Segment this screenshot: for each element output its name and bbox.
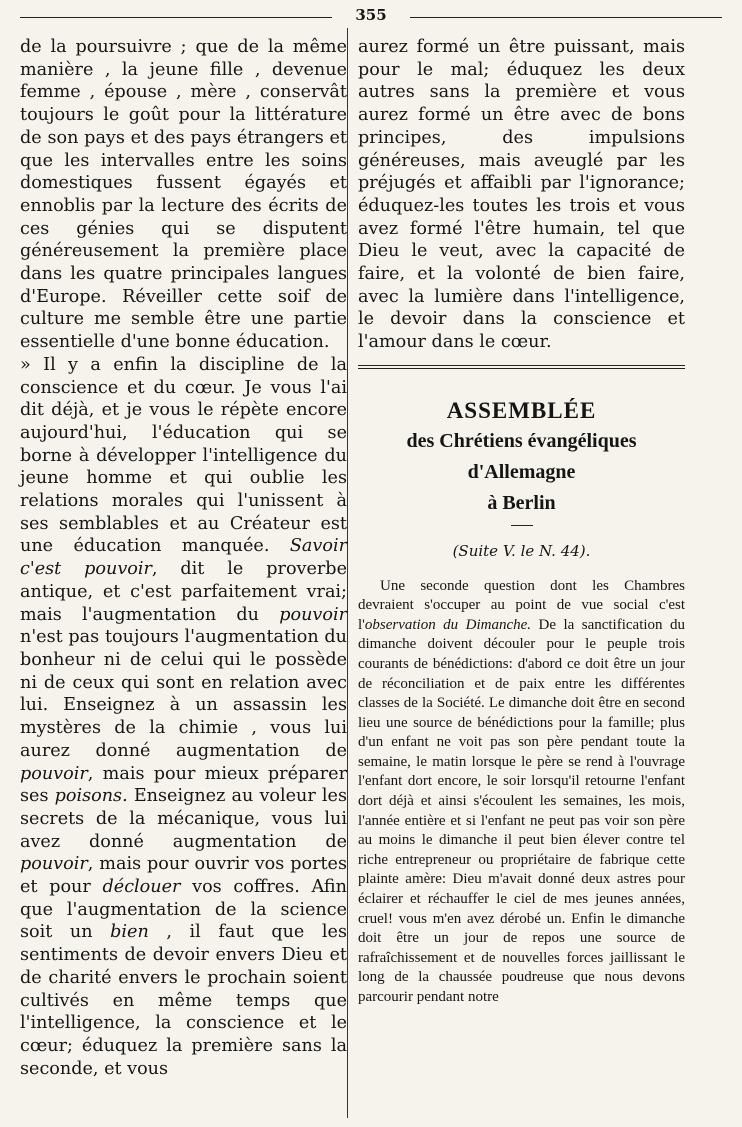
page-header <box>20 4 722 26</box>
section-rule-secondary <box>358 368 685 369</box>
article-body <box>358 577 685 1008</box>
text-run: , il faut que les sentiments de devoir envers Dieu et de charité envers le prochain soient cultivés en même temps que l'intelligence, la conscience et le cœur; éduquez la première sans la seconde, et vous <box>20 922 347 1079</box>
left-paragraph-2 <box>20 354 347 1081</box>
text-run: n'est pas toujours l'augmentation du bonheur ni de celui qui le possède ni de ceux qui sont en relation avec lui. Enseignez à un assassin les mystères de la chimie , vous lui aurez donné augmentation de <box>20 627 347 761</box>
italic-run: pouvoir <box>279 604 347 625</box>
text-run: Une seconde question dont les Chambres devraient s'occuper au point de vue social c'est l' <box>358 577 685 633</box>
text-run: , mais pour ouvrir vos portes et pour <box>20 854 347 898</box>
article-title: ASSEMBLÉE <box>446 397 597 423</box>
left-column <box>20 36 347 1080</box>
text-run: vos coffres. Afin que l'augmentation de la science soit un <box>20 877 347 943</box>
italic-run: pouvoir <box>20 854 88 875</box>
italic-run: déclouer <box>102 877 181 898</box>
section-rule <box>358 365 685 366</box>
column-divider <box>347 28 348 1118</box>
text-run: Enseignez au voleur les secrets de la mécanique, vous lui avez donné augmentation de <box>20 786 347 852</box>
italic-run: observation du Dimanche. <box>364 616 532 633</box>
text-run: » Il y a enfin la discipline de la conscience et du cœur. Je vous l'ai dit déjà, et je vous le répète encore aujourd'hui, l'éducation qui se borne à développer l'intelligence du jeune homme et qui oublie les relations morales qui l'unissent à ses semblables et au Créateur est une éducation manquée. <box>20 354 347 557</box>
text-run: , mais pour mieux préparer ses <box>20 763 347 807</box>
right-paragraph-1: aurez formé un être puissant, mais pour le mal; éduquez les deux autres sans la première et vous aurez formé un être avec de bons principes, des impulsions généreuses, mais aveuglé par les préjugés et affaibli par l'ignorance; éduquez-les toutes les trois et vous avez formé l'être humain, tel que Dieu le veut, avec la capacité de faire, et la volonté de bien faire, avec la lumière dans l'intelligence, le devoir dans la conscience et l'amour dans le cœur. <box>358 37 685 353</box>
article-location: à Berlin <box>487 491 556 514</box>
left-paragraph-1: de la poursuivre ; que de la même manière , la jeune fille , devenue femme , épouse , mère , conservât toujours le goût pour la littérature de son pays et des pays étrangers et que les intervalles entre les soins domestiques fussent égayés et ennoblis par la lecture des écrits de ces génies qui se disputent généreusement la première place dans les quatre principales langues d'Europe. Réveiller cette soif de culture me semble être une partie essentielle d'une bonne éducation. <box>20 37 347 353</box>
continuation-note: (Suite V. le N. 44). <box>452 541 591 560</box>
text-run: , dit le proverbe antique, et c'est parfaitement vrai; mais l'augmentation du <box>20 559 347 625</box>
italic-run: Savoir c'est pouvoir <box>20 536 347 580</box>
italic-run: pouvoir <box>20 763 88 784</box>
page-number: 355 <box>355 6 387 24</box>
title-dash <box>511 525 533 526</box>
text-run: De la sanctification du dimanche doivent découler pour le peuple trois courants de bénédictions: d'abord ce doit être un jour de réconciliation et de paix entre les différentes classes de la Société. Le dimanche doit être en second lieu une source de bénédictions pour la famille; plus d'un enfant ne voit pas son père pendant toute la semaine, le matin lorsque le père se rend à l'ouvrage l'enfant dort encore, le soir lorsqu'il retourne l'enfant dort déjà et ainsi s'écoulent les semaines, les mois, l'année entière et si l'enfant ne peut pas voir son père au moins le dimanche il peut bien élever contre tel riche entrepreneur ou propriétaire de fabrique cette plainte amère: Dieu m'avait donné deux astres pour éclairer et réchauffer le ciel de mes jeunes années, cruel! vous m'en avez dérobé un. Enfin le dimanche doit être un jour de repos une source de rafraîchissement et de nouvelles forces jaillissant le long de la chaussée poudreuse que nous devons parcourir pendant notre <box>358 616 685 1006</box>
header-rule-right <box>410 17 722 18</box>
italic-run: bien <box>110 922 149 943</box>
article-subtitle: des Chrétiens évangéliques d'Allemagne <box>406 429 637 483</box>
italic-run: poisons. <box>54 786 128 807</box>
right-column <box>358 36 685 1008</box>
